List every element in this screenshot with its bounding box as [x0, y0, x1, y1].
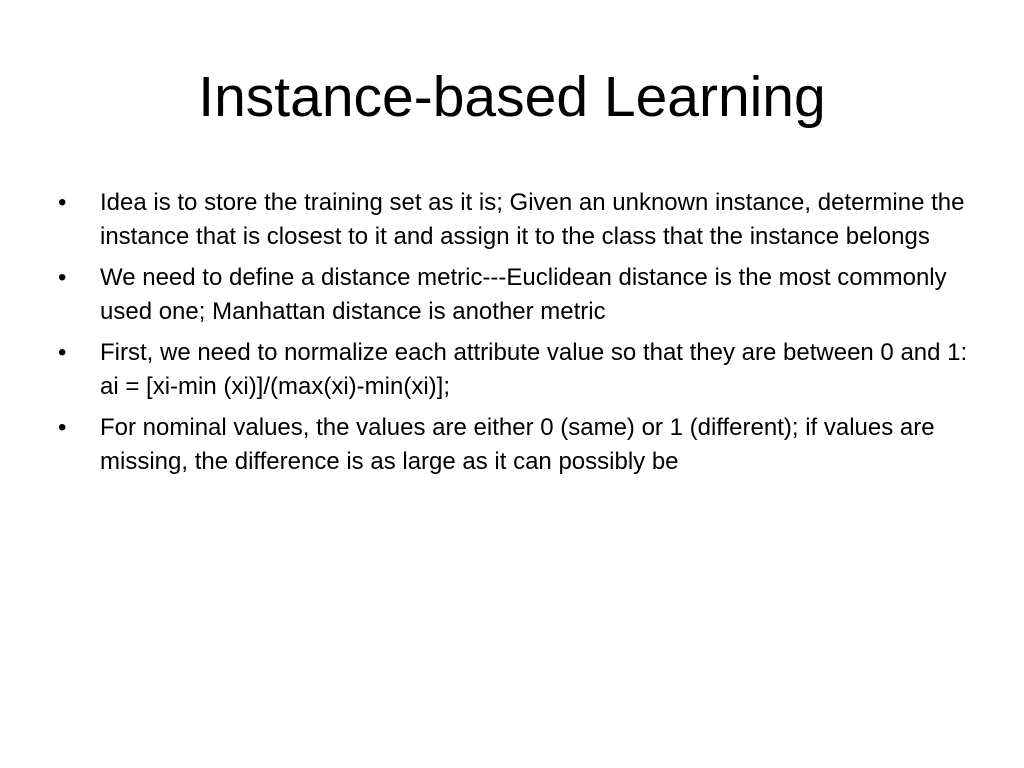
- bullet-item: [58, 261, 988, 329]
- slide-title: Instance-based Learning: [198, 65, 826, 129]
- bullet-text: First, we need to normalize each attribute value so that they are between 0 and 1: ai = [xi-min (xi)]/(max(xi)-min(xi)];: [100, 339, 968, 400]
- bullet-text: For nominal values, the values are either 0 (same) or 1 (different); if values are missing, the difference is as large as it can possibly be: [100, 414, 935, 475]
- bullet-dot-icon: •: [58, 339, 67, 366]
- bullet-item: [58, 411, 988, 479]
- bullet-dot-icon: •: [58, 189, 67, 216]
- bullet-list: [58, 186, 988, 486]
- bullet-item: [58, 336, 988, 404]
- bullet-item: [58, 186, 988, 254]
- bullet-dot-icon: •: [58, 414, 67, 441]
- bullet-dot-icon: •: [58, 264, 67, 291]
- bullet-text: We need to define a distance metric---Euclidean distance is the most commonly used one; Manhattan distance is another metric: [100, 264, 947, 325]
- bullet-text: Idea is to store the training set as it is; Given an unknown instance, determine the instance that is closest to it and assign it to the class that the instance belongs: [100, 189, 965, 250]
